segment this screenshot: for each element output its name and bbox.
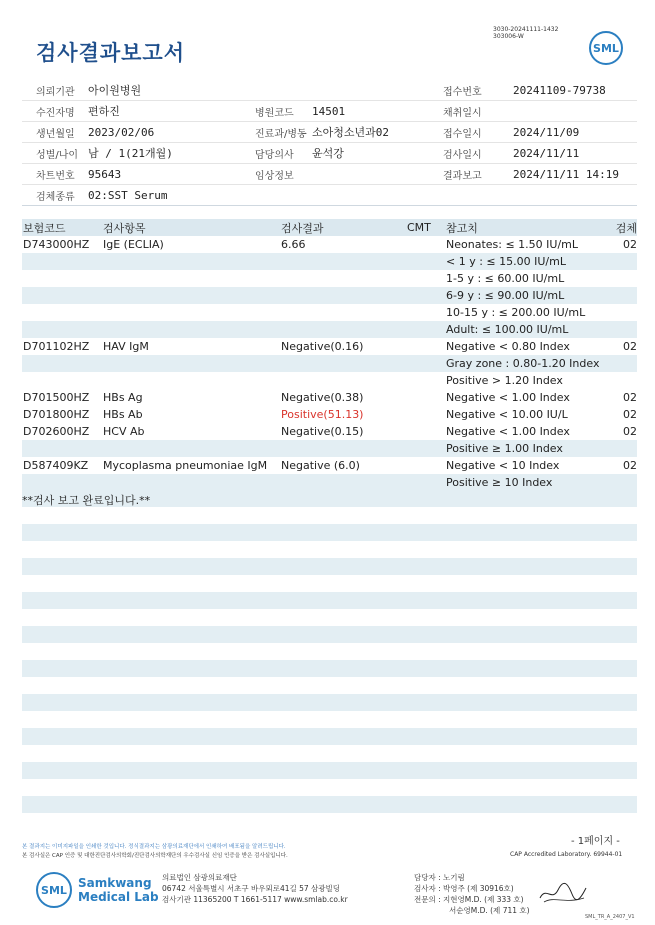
info-value: 소아청소년과02: [312, 126, 390, 139]
info-label: 생년월일: [36, 128, 75, 140]
cell-code: D587409KZ: [23, 459, 89, 472]
header-name: 검사항목: [103, 221, 146, 235]
table-row: [22, 321, 637, 338]
info-value: 2024/11/11 14:19: [513, 167, 619, 181]
info-value: 남 / 1(21개월): [88, 147, 173, 160]
table-row: [22, 423, 637, 440]
info-label: 검체종류: [36, 191, 75, 203]
staff-line: 전문의 : 지현영M.D. (제 333 호): [414, 895, 524, 904]
cell-result: Positive(51.13): [281, 408, 364, 421]
cell-result: Negative(0.15): [281, 425, 364, 438]
cell-reference: 1-5 y : ≤ 60.00 IU/mL: [446, 272, 565, 285]
info-label: 수진자명: [36, 107, 75, 119]
info-value: 윤석강: [312, 147, 344, 160]
header-code: 보험코드: [23, 221, 66, 235]
cell-reference: < 1 y : ≤ 15.00 IU/mL: [446, 255, 566, 268]
cell-result: 6.66: [281, 238, 306, 251]
accreditation-notice: 본 검사실은 CAP 인증 및 대한진단검사의학회/진단검사의학재단의 우수검사실 신임 인증을 받은 검사실입니다.: [22, 853, 288, 859]
empty-row: [22, 660, 637, 677]
page-title: 검사결과보고서: [36, 41, 186, 65]
table-row: [22, 338, 637, 355]
table-row: [22, 406, 637, 423]
table-row: [22, 457, 637, 474]
info-value: 편하진: [88, 105, 120, 118]
info-value: 95643: [88, 167, 122, 181]
cell-reference: Neonates: ≤ 1.50 IU/mL: [446, 238, 578, 251]
empty-row: [22, 558, 637, 575]
cell-specimen: 02: [623, 340, 637, 353]
cell-reference: Negative < 0.80 Index: [446, 340, 570, 353]
info-label: 접수번호: [443, 86, 482, 98]
info-label: 검사일시: [443, 149, 482, 161]
document-code-line1: 3030-20241111-1432: [493, 26, 559, 33]
cell-code: D701500HZ: [23, 391, 90, 404]
info-row: [22, 80, 637, 101]
empty-row: [22, 762, 637, 779]
staff-line: 검사자 : 박영주 (제 30916호): [414, 884, 514, 893]
empty-row: [22, 524, 637, 541]
footer-sml-logo: SML: [36, 872, 72, 908]
address-line: 06742 서울특별시 서초구 바우뫼로41길 57 삼광빌딩: [162, 884, 341, 893]
info-value: 14501: [312, 104, 346, 118]
info-label: 진료과/병동: [255, 128, 307, 140]
cell-reference: Negative < 1.00 Index: [446, 391, 570, 404]
cell-result: Negative (6.0): [281, 459, 360, 472]
cell-name: HBs Ag: [103, 391, 143, 404]
cell-specimen: 02: [623, 391, 637, 404]
sml-logo: SML: [589, 31, 623, 65]
table-body: [22, 236, 637, 491]
table-row: [22, 389, 637, 406]
empty-row: [22, 728, 637, 745]
info-value: 20241109-79738: [513, 83, 606, 97]
info-row: [22, 143, 637, 164]
brand-line2: Medical Lab: [78, 890, 159, 904]
table-row: [22, 304, 637, 321]
cell-code: D702600HZ: [23, 425, 90, 438]
cell-reference: 6-9 y : ≤ 90.00 IU/mL: [446, 289, 565, 302]
cell-name: IgE (ECLIA): [103, 238, 164, 251]
table-row: [22, 236, 637, 253]
cell-reference: Adult: ≤ 100.00 IU/mL: [446, 323, 569, 336]
info-label: 성별/나이: [36, 149, 79, 161]
info-value: 02:SST Serum: [88, 188, 168, 202]
info-label: 임상정보: [255, 170, 294, 182]
info-value: 아이원병원: [88, 84, 142, 97]
info-value: 2023/02/06: [88, 125, 155, 139]
cell-name: HBs Ab: [103, 408, 143, 421]
cell-reference: Positive ≥ 1.00 Index: [446, 442, 563, 455]
table-row: [22, 372, 637, 389]
staff-line: 담당자 : 노기림: [414, 873, 465, 882]
info-label: 의뢰기관: [36, 86, 75, 98]
info-row: [22, 101, 637, 122]
info-value: 2024/11/11: [513, 146, 580, 160]
cell-result: Negative(0.38): [281, 391, 364, 404]
cell-reference: Positive ≥ 10 Index: [446, 476, 553, 489]
document-code-line2: 303006-W: [493, 33, 524, 40]
cell-reference: 10-15 y : ≤ 200.00 IU/mL: [446, 306, 586, 319]
info-value: 2024/11/09: [513, 125, 580, 139]
info-row: [22, 185, 637, 206]
document-code: [493, 26, 558, 40]
cell-code: D701800HZ: [23, 408, 90, 421]
brand-line1: Samkwang: [78, 876, 152, 890]
info-label: 채취일시: [443, 107, 482, 119]
cell-name: HAV IgM: [103, 340, 149, 353]
info-label: 결과보고: [443, 170, 482, 182]
cell-specimen: 02: [623, 425, 637, 438]
footer-address: [162, 872, 348, 905]
address-line: 의료법인 삼광의료재단: [162, 873, 237, 882]
header-cmt: CMT: [407, 221, 431, 234]
cell-reference: Positive > 1.20 Index: [446, 374, 563, 387]
footer-staff: [414, 872, 530, 916]
table-header: [22, 219, 637, 236]
info-label: 병원코드: [255, 107, 294, 119]
info-label: 접수일시: [443, 128, 482, 140]
address-line: 검사기관 11365200 T 1661-5117 www.smlab.co.kr: [162, 895, 348, 904]
signature-icon: [538, 880, 588, 906]
table-row: [22, 474, 637, 491]
page-number: - 1페이지 -: [571, 836, 620, 847]
empty-row: [22, 694, 637, 711]
cell-reference: Negative < 10 Index: [446, 459, 560, 472]
cell-specimen: 02: [623, 408, 637, 421]
table-row: [22, 287, 637, 304]
header-reference: 참고치: [446, 221, 478, 235]
table-row: [22, 355, 637, 372]
print-notice: 본 결과지는 이미지파일을 인쇄한 것입니다. 정식결과지는 삼광의료재단에서 인쇄하여 배포됨을 알려드립니다.: [22, 844, 286, 850]
table-row: [22, 440, 637, 457]
info-label: 차트번호: [36, 170, 75, 182]
footer-brand: [78, 876, 159, 904]
cell-reference: Negative < 10.00 IU/L: [446, 408, 568, 421]
staff-line: 서순영M.D. (제 711 호): [449, 906, 530, 915]
cell-reference: Gray zone : 0.80-1.20 Index: [446, 357, 600, 370]
cell-result: Negative(0.16): [281, 340, 364, 353]
cell-name: Mycoplasma pneumoniae IgM: [103, 459, 268, 472]
cell-code: D701102HZ: [23, 340, 90, 353]
form-number: SML_TR_A_2407_V1: [585, 914, 635, 920]
header-result: 검사결과: [281, 221, 324, 235]
table-row: [22, 270, 637, 287]
cap-accreditation: CAP Accredited Laboratory. 69944-01: [510, 851, 623, 858]
info-row: [22, 122, 637, 143]
patient-info: [22, 80, 637, 206]
empty-row: [22, 626, 637, 643]
info-label: 담당의사: [255, 149, 294, 161]
empty-row: [22, 796, 637, 813]
header-specimen: 검체: [615, 221, 637, 235]
cell-name: HCV Ab: [103, 425, 145, 438]
report-complete-note: **검사 보고 완료입니다.**: [22, 494, 151, 507]
cell-specimen: 02: [623, 238, 637, 251]
results-table: [22, 219, 637, 491]
info-row: [22, 164, 637, 185]
cell-specimen: 02: [623, 459, 637, 472]
table-row: [22, 253, 637, 270]
cell-code: D743000HZ: [23, 238, 90, 251]
cell-reference: Negative < 1.00 Index: [446, 425, 570, 438]
empty-row-stripes: [22, 490, 637, 830]
empty-row: [22, 592, 637, 609]
